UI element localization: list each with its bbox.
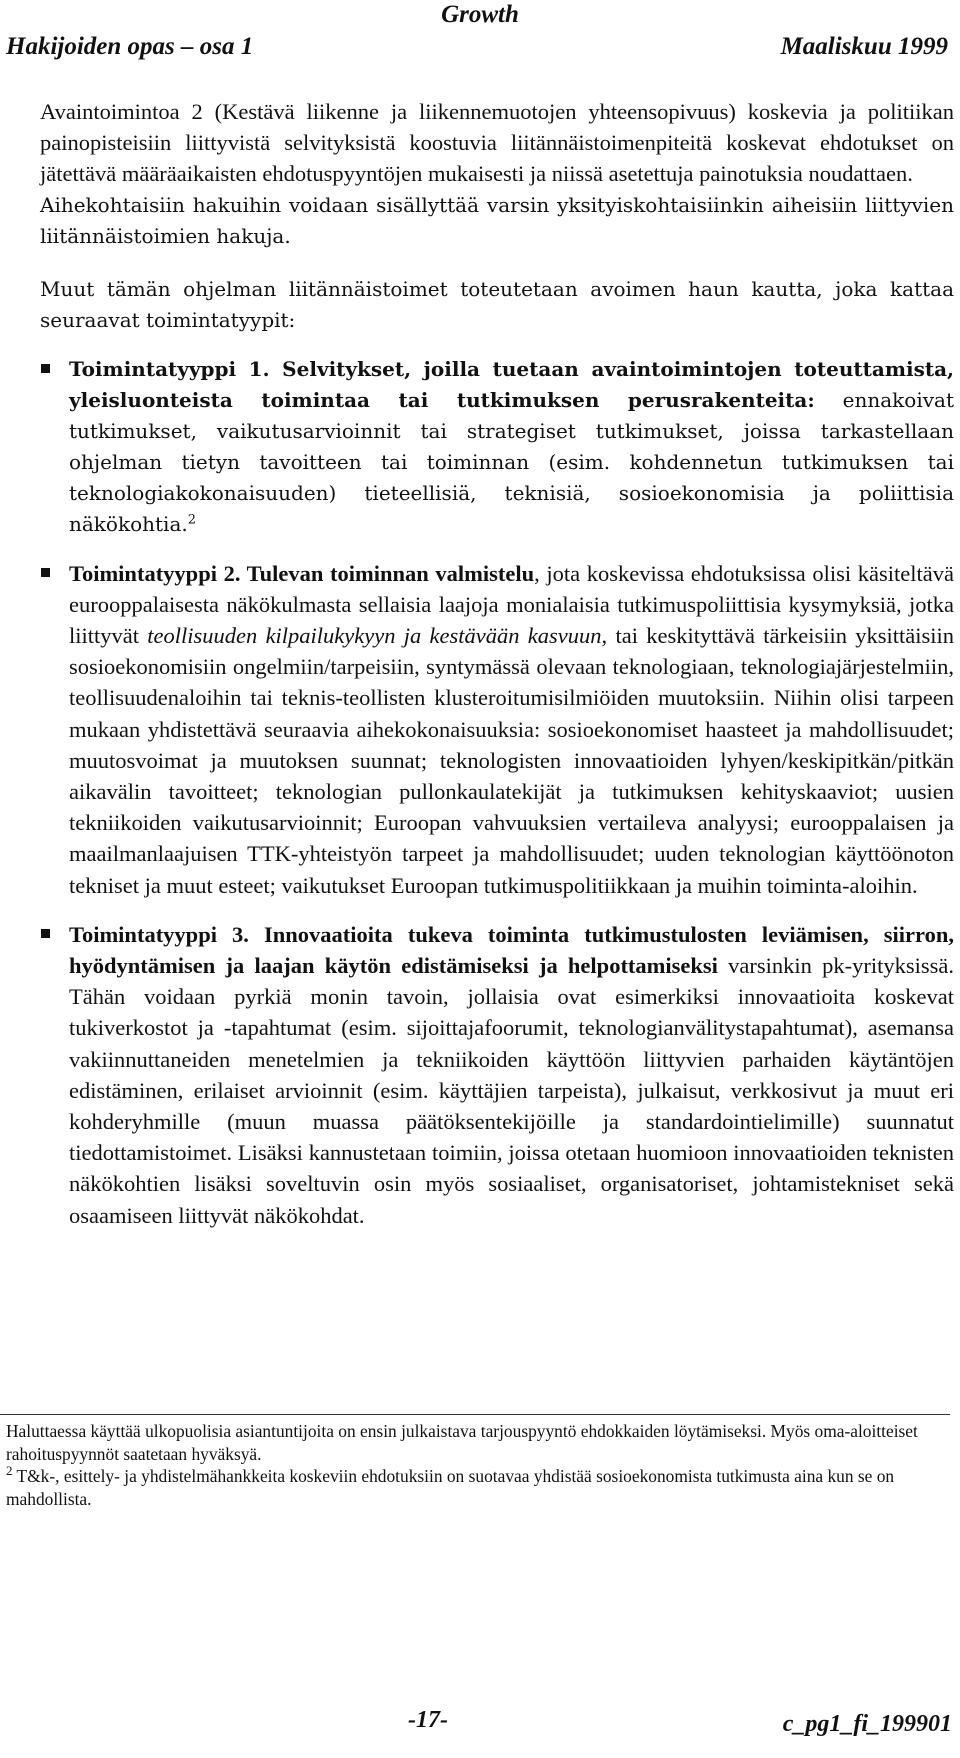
action-type-2-text-continued: , tai keskityttävä tärkeisiin yksittäisiin sosioekonomisiin ongelmiin/tarpeisiin, syntymässä olevaan teknologiaan, teknologiajärjestelmiin, teollisuudenaloihin tai teknis-teollisten klusteroitumisilmiöiden muutoksiin. Niihin olisi tarpeen mukaan yhdistettävä seuraavia aihekokonaisuuksia: sosioekonomiset haasteet ja mahdollisuudet; muutosvoimat ja muutoksen suunnat; teknologisten innovaatioiden lyhyen/keskipitkän/pitkän aikavälin tavoitteet; teknologian pullonkaulatekijät ja tutkimuksen kehityskaaviot; uusien tekniikoiden vaikutusarvioinnit; Euroopan vahvuuksien vertaileva analyysi; eurooppalaisen ja maailmanlaajuisen TTK-yhteistyön tarpeet ja mahdollisuudet; uuden teknologian käyttöönoton tekniset ja muut esteet; vaikutukset Euroopan tutkimuspolitiikkaan ja muihin toiminta-aloihin. (69, 623, 955, 898)
action-type-2-text: , jota koskevissa ehdotuksissa olisi käsiteltävä eurooppalaisesta näkökulmasta sellaisia laajoja monialaisia tutkimuspoliittisia kysymyksiä, jotka liittyvät (69, 560, 954, 649)
footnote-divider (0, 1414, 950, 1415)
footnote-1: Haluttaessa käyttää ulkopuolisia asiantuntijoita on ensin julkaistava tarjouspyyntö ehdokkaiden löytämiseksi. Myös oma-aloitteiset rahoituspyynnöt saatetaan hyväksyä. (6, 1421, 918, 1464)
document-code: c_pg1_fi_199901 (782, 1711, 952, 1737)
action-type-2-emphasis: teollisuuden kilpailukykyyn ja kestävään kasvuun (147, 623, 602, 649)
paragraph-thematic-calls: Aihekohtaisiin hakuihin voidaan sisällyttää varsin yksityiskohtaisiinkin aiheisiin liittyvien liitännäistoimien hakuja. (40, 192, 954, 248)
header-program-name: Growth (441, 1, 519, 28)
header-date: Maaliskuu 1999 (780, 33, 948, 60)
paragraph-open-call: Muut tämän ohjelman liitännäistoimet toteutetaan avoimen haun kautta, joka kattaa seuraavat toimintatyypit: (40, 276, 954, 332)
action-type-2-title: Toimintatyyppi 2. Tulevan toiminnan valmistelu (69, 560, 535, 586)
paragraph-key-action-2: Avaintoimintoa 2 (Kestävä liikenne ja liikennemuotojen yhteensopivuus) koskevia ja politiikan painopisteisiin liittyvistä selvityksistä koostuvia liitännäistoimenpiteitä koskevat ehdotukset on jätettävä määräaikaisten ehdotuspyyntöjen mukaisesti ja niissä asetettuja painotuksia noudattaen. (40, 99, 954, 187)
list-item-action-type-2 (40, 558, 954, 901)
page-number: -17- (408, 1707, 448, 1733)
bullet-square-icon (41, 568, 50, 577)
footnote-2 (6, 1465, 946, 1510)
action-type-3-text: varsinkin pk-yrityksissä. Tähän voidaan pyrkiä monin tavoin, jollaisia ovat esimerkiksi innovaatioita koskevat tukiverkostot ja -tapahtumat (esim. sijoittajafoorumit, teknologianvälitystapahtumat), asemansa vakiinnuttaneiden menetelmien ja tekniikoiden käyttöön liittyvien parhaiden käytäntöjen edistäminen, erilaiset arvioinnit (esim. käyttäjien tarpeista), julkaisut, verkkosivut ja muut eri kohderyhmille (muun muassa päätöksentekijöille ja standardointielimille) suunnatut tiedottamistoimet. Lisäksi kannustetaan toimiin, joissa otetaan huomioon innovaatioiden teknisten näkökohtien lisäksi soveltuvin osin myös sosiaaliset, organisatoriset, johtamistekniset sekä osaamiseen liittyvät näkökohdat. (69, 953, 955, 1228)
action-type-1-title: Toimintatyyppi 1. Selvitykset, joilla tuetaan avaintoimintojen toteuttamista, yleisluonteista toimintaa tai tutkimuksen perusrakenteita: (69, 356, 954, 412)
action-type-3-title: Toimintatyyppi 3. Innovaatioita tukeva toiminta tutkimustulosten leviämisen, siirron, hyödyntämisen ja laajan käytön edistämiseksi ja helpottamiseksi (69, 921, 954, 979)
header-guide-title: Hakijoiden opas – osa 1 (6, 33, 254, 60)
footnote-ref-2: 2 (187, 511, 197, 527)
list-item-action-type-1 (40, 354, 954, 540)
document-body (40, 96, 954, 1231)
bullet-square-icon (41, 929, 50, 938)
footnote-2-text: T&k-, esittely- ja yhdistelmähankkeita koskeviin ehdotuksiin on suotavaa yhdistää sosioekonomista tutkimusta aina kun se on mahdollista. (6, 1466, 895, 1509)
footnotes (6, 1420, 946, 1510)
bullet-square-icon (41, 364, 50, 373)
action-type-1-text: ennakoivat tutkimukset, vaikutusarvioinnit tai strategiset tutkimukset, joissa tarkastellaan ohjelman tietyn tavoitteen tai toiminnan (esim. kohdennetun tutkimuksen tai teknologiakokonaisuuden) tieteellisiä, teknisiä, sosioekonomisia ja poliittisia näkökohtia. (69, 387, 954, 536)
footnote-2-number: 2 (6, 1463, 13, 1479)
list-item-action-type-3 (40, 919, 954, 1231)
